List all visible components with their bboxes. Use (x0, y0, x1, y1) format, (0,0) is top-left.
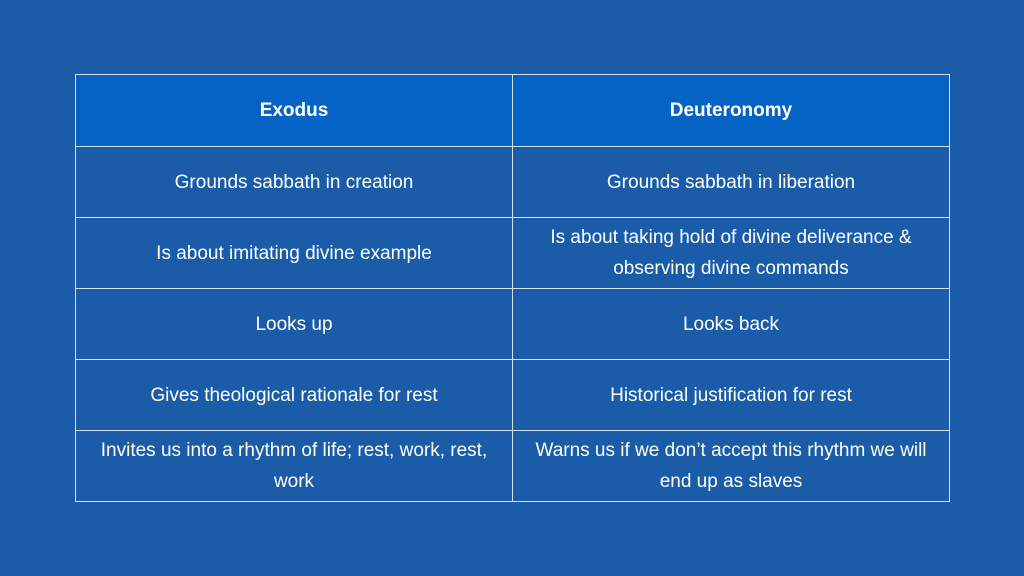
table-header (76, 75, 950, 147)
cell-deuteronomy: Is about taking hold of divine deliverance & observing divine commands (513, 218, 950, 289)
cell-exodus: Is about imitating divine example (76, 218, 513, 289)
cell-deuteronomy: Looks back (513, 289, 950, 360)
table-row (76, 360, 950, 431)
cell-exodus: Looks up (76, 289, 513, 360)
comparison-table (75, 74, 950, 502)
cell-exodus: Gives theological rationale for rest (76, 360, 513, 431)
cell-deuteronomy: Grounds sabbath in liberation (513, 147, 950, 218)
header-deuteronomy: Deuteronomy (513, 75, 950, 147)
table-row (76, 147, 950, 218)
header-row (76, 75, 950, 147)
header-exodus: Exodus (76, 75, 513, 147)
table-body (76, 147, 950, 502)
table-row (76, 431, 950, 502)
cell-exodus: Grounds sabbath in creation (76, 147, 513, 218)
table-row (76, 218, 950, 289)
cell-deuteronomy: Warns us if we don’t accept this rhythm we will end up as slaves (513, 431, 950, 502)
cell-exodus: Invites us into a rhythm of life; rest, work, rest, work (76, 431, 513, 502)
table-row (76, 289, 950, 360)
cell-deuteronomy: Historical justification for rest (513, 360, 950, 431)
